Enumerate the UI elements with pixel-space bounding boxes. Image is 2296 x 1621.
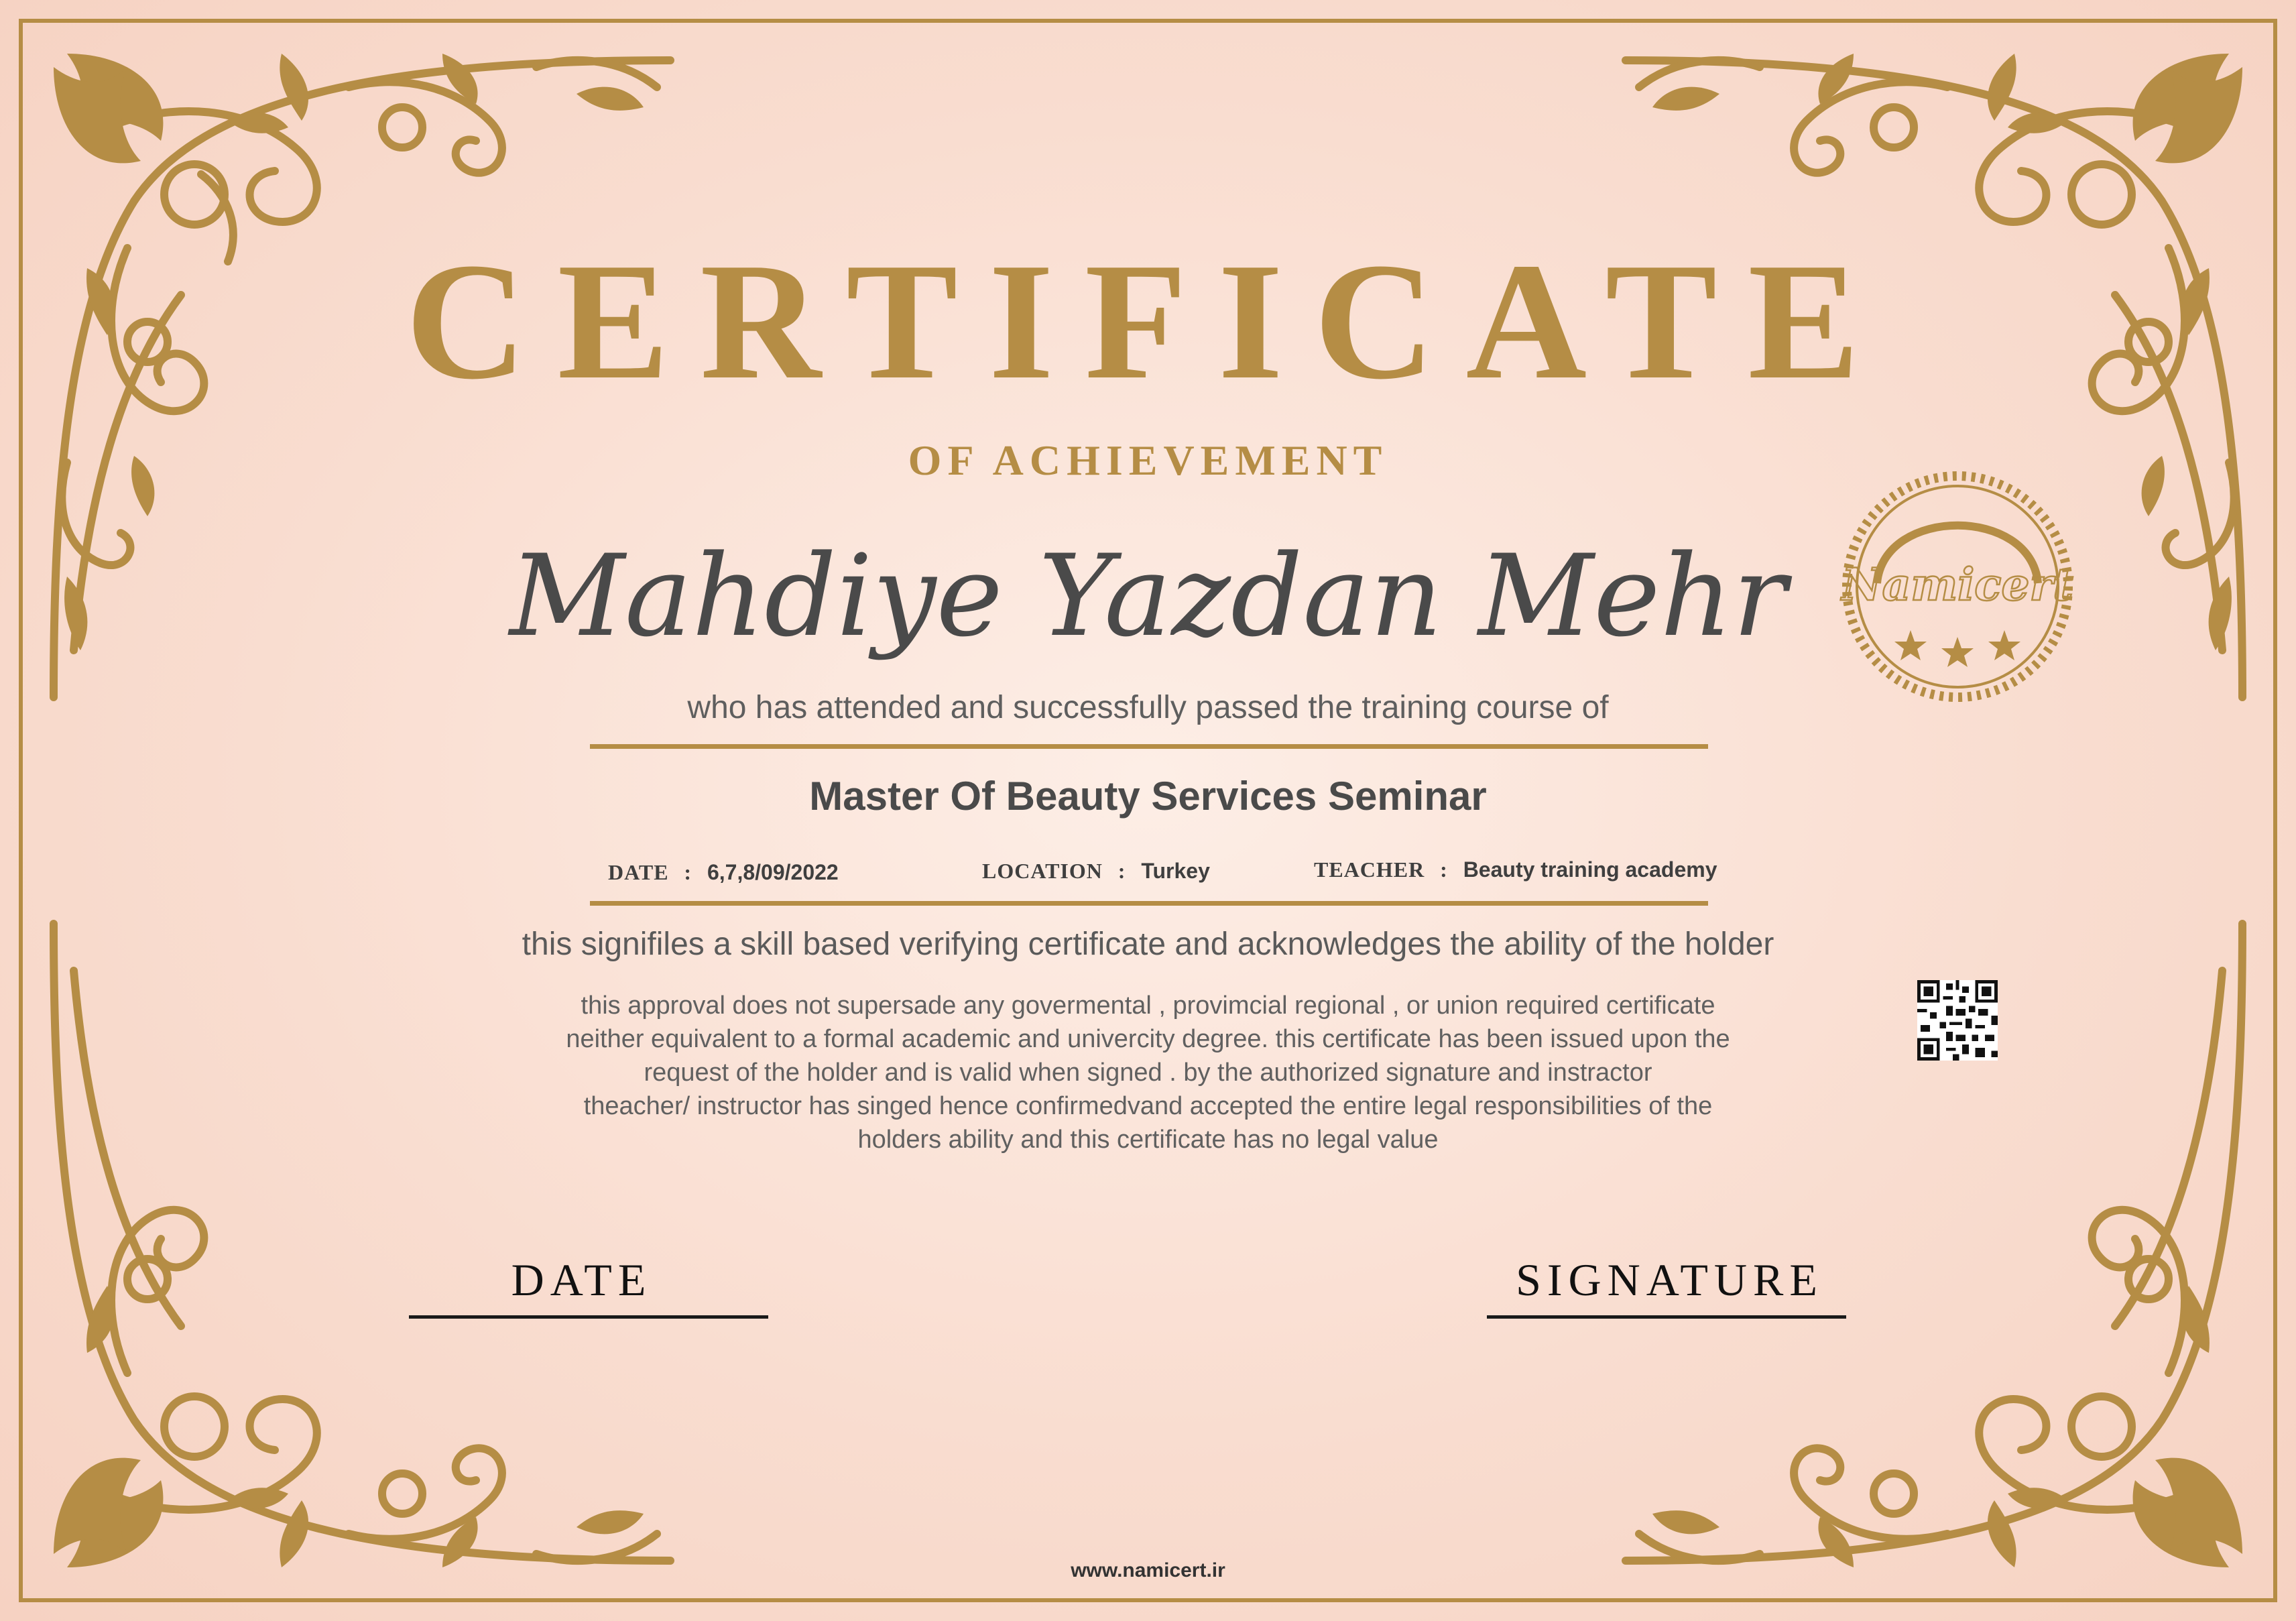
disclaimer-line: this approval does not supersade any govermental , provimcial regional , or union required certificate xyxy=(581,992,1715,1020)
disclaimer-line: request of the holder and is valid when signed . by the authorized signature and instractor xyxy=(644,1059,1652,1087)
location-detail-separator: : xyxy=(1117,859,1126,883)
attended-text: who has attended and successfully passed the training course of xyxy=(687,690,1609,725)
course-name: Master Of Beauty Services Seminar xyxy=(809,774,1487,819)
date-detail-label: DATE xyxy=(608,860,669,884)
date-detail-separator: : xyxy=(684,860,692,884)
star-icon xyxy=(1894,630,2020,667)
certificate-subtitle: OF ACHIEVEMENT xyxy=(908,436,1388,484)
recipient-name: Mahdiye Yazdan Mehr xyxy=(509,530,1787,662)
certificate-title: CERTIFICATE xyxy=(405,229,1891,414)
disclaimer-line: theacher/ instructor has singed hence confirmedvand accepted the entire legal responsibilities of the xyxy=(583,1092,1713,1120)
signature-line xyxy=(1487,1315,1846,1319)
date-detail xyxy=(608,861,839,883)
disclaimer-line: holders ability and this certificate has no legal value xyxy=(857,1126,1439,1154)
disclaimer-line: neither equivalent to a formal academic and univercity degree. this certificate has been issued upon the xyxy=(566,1025,1730,1053)
date-detail-value: 6,7,8/09/2022 xyxy=(707,860,839,884)
date-field-label: DATE xyxy=(511,1254,652,1305)
location-detail-value: Turkey xyxy=(1141,859,1210,883)
signifies-text: this signifiles a skill based verifying certificate and acknowledges the ability of the holder xyxy=(522,926,1774,962)
laurel-seal-icon xyxy=(1837,466,2078,707)
qr-code-icon xyxy=(1917,980,1998,1061)
divider-bottom xyxy=(590,901,1708,906)
date-signature-line xyxy=(409,1315,768,1319)
seal-brand: Namicert xyxy=(1841,558,2073,611)
location-detail-label: LOCATION xyxy=(982,859,1103,883)
location-detail xyxy=(982,860,1210,882)
teacher-detail-label: TEACHER xyxy=(1314,857,1425,882)
disclaimer-text xyxy=(509,989,1787,1156)
teacher-detail-separator: : xyxy=(1440,857,1448,882)
namicert-seal xyxy=(1837,466,2078,707)
signature-field-label: SIGNATURE xyxy=(1516,1254,1823,1305)
website-link[interactable]: www.namicert.ir xyxy=(1071,1559,1225,1581)
teacher-detail-value: Beauty training academy xyxy=(1463,857,1717,882)
teacher-detail xyxy=(1314,859,1717,880)
divider-top xyxy=(590,744,1708,749)
